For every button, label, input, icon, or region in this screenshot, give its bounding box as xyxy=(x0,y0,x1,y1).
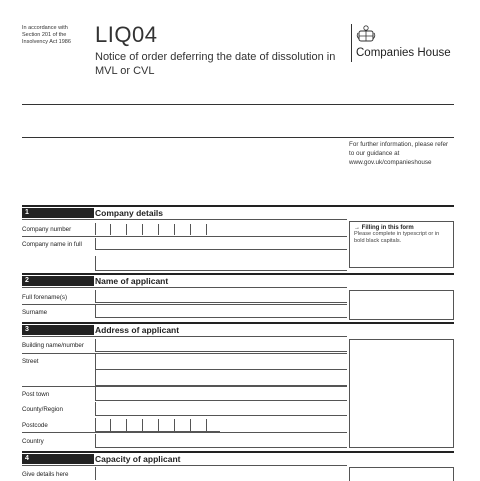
form-code: LIQ04 xyxy=(95,22,158,47)
capacity-details-label: Give details here xyxy=(22,471,69,478)
filling-hint-text: Please complete in typescript or in bold black capitals. xyxy=(354,231,440,244)
building-input[interactable] xyxy=(95,339,347,352)
post-town-input[interactable] xyxy=(95,387,347,401)
section-1-number: 1 xyxy=(22,208,94,218)
forenames-label: Full forename(s) xyxy=(22,294,68,301)
street-label: Street xyxy=(22,358,39,365)
royal-crest-icon xyxy=(356,24,376,49)
capacity-details-input[interactable] xyxy=(95,467,347,480)
filling-hint-title: → Filling in this form xyxy=(354,225,414,231)
post-town-label: Post town xyxy=(22,391,50,398)
row-rule xyxy=(22,432,347,433)
section-3-side-box xyxy=(349,339,454,448)
section-4-title: Capacity of applicant xyxy=(95,454,181,464)
building-label: Building name/number xyxy=(22,342,84,349)
section-3-number: 3 xyxy=(22,325,94,335)
brand-divider xyxy=(351,24,352,62)
county-label: County/Region xyxy=(22,406,63,413)
company-number-label: Company number xyxy=(22,226,72,233)
postcode-input[interactable] xyxy=(95,418,220,432)
forenames-input[interactable] xyxy=(95,290,347,303)
country-label: Country xyxy=(22,438,44,445)
section-1-header-rule xyxy=(22,219,347,220)
country-input[interactable] xyxy=(95,434,347,448)
surname-label: Surname xyxy=(22,309,48,316)
brand-name: Companies House xyxy=(356,47,451,59)
header-rule-2 xyxy=(22,137,454,138)
legal-note: In accordance with Section 201 of the Insolvency Act 1986 xyxy=(22,25,71,45)
street-input-1[interactable] xyxy=(95,354,347,370)
section-2-rule xyxy=(22,273,454,275)
section-3-rule xyxy=(22,322,454,324)
header-rule-1 xyxy=(22,104,454,105)
section-2-title: Name of applicant xyxy=(95,276,169,286)
guidance-text: For further information, please refer to our guidance at www.gov.uk/companieshouse xyxy=(349,141,449,166)
filling-hint-box xyxy=(349,221,454,268)
section-1-rule xyxy=(22,205,454,207)
postcode-label: Postcode xyxy=(22,422,48,429)
company-name-input-1[interactable] xyxy=(95,238,347,250)
county-input[interactable] xyxy=(95,402,347,416)
row-rule xyxy=(22,236,347,237)
section-2-side-box xyxy=(349,290,454,320)
section-2-number: 2 xyxy=(22,276,94,286)
section-2-header-rule xyxy=(22,287,347,288)
section-4-header-rule xyxy=(22,465,347,466)
street-input-2[interactable] xyxy=(95,370,347,386)
section-4-rule xyxy=(22,451,454,453)
company-name-label: Company name in full xyxy=(22,241,82,248)
company-number-input[interactable] xyxy=(95,223,220,235)
section-4-number: 4 xyxy=(22,454,94,464)
form-title: Notice of order deferring the date of dissolution in MVL or CVL xyxy=(95,51,336,77)
section-1-title: Company details xyxy=(95,208,164,218)
section-4-side-box xyxy=(349,467,454,481)
section-3-header-rule xyxy=(22,336,347,337)
company-name-input-2[interactable] xyxy=(95,256,347,271)
section-3-title: Address of applicant xyxy=(95,325,180,335)
surname-input[interactable] xyxy=(95,305,347,318)
